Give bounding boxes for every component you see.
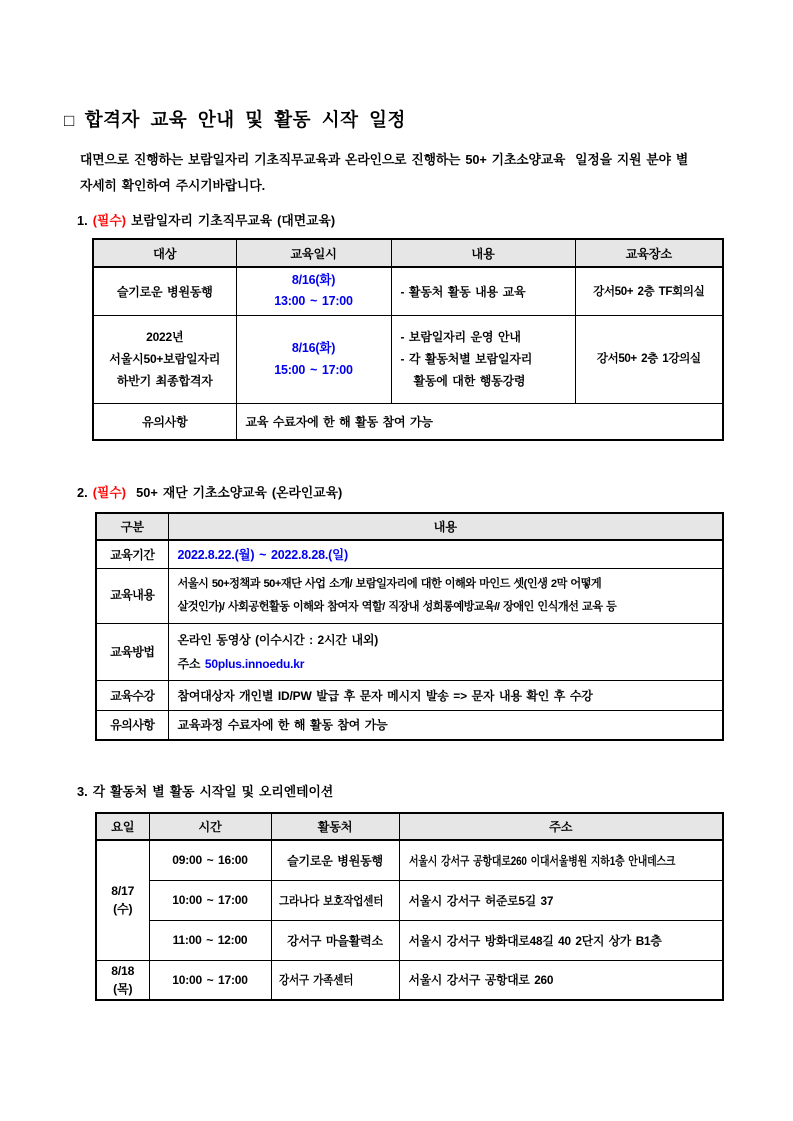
col-header-datetime: 교육일시 [236,239,391,267]
period-value-cell: 2022.8.22.(월) ~ 2022.8.28.(일) [168,540,723,568]
table-header-row [93,239,723,267]
place-cell: 강서50+ 2층 1강의실 [575,315,723,403]
time-cell: 11:00 ~ 12:00 [149,920,271,960]
note-row [93,403,723,440]
note-row [96,710,723,740]
section3-heading [77,781,793,800]
col-header-place: 교육장소 [575,239,723,267]
orientation-schedule-table [95,812,724,1001]
row-label-cell: 교육방법 [96,623,168,680]
org-cell [271,960,399,1000]
row-label-cell: 유의사항 [96,710,168,740]
date-line: 8/16(화) [291,341,336,355]
intro-paragraph [80,147,793,199]
org-text: 강서구 가족센터 [278,973,353,988]
attend-value-cell: 참여대상자 개인별 ID/PW 발급 후 문자 메시지 발송 => 문자 내용 확인 후 수강 [168,680,723,710]
row-label-cell: 교육수강 [96,680,168,710]
datetime-cell [236,315,391,403]
org-text: 그라나다 보호작업센터 [278,893,383,908]
address-text: 서울시 강서구 공항대로260 이대서울병원 지하1층 안내데스크 [408,853,675,868]
col-header-category: 구분 [96,513,168,540]
time-cell: 10:00 ~ 17:00 [149,880,271,920]
address-cell: 서울시 강서구 방화대로48길 40 2단지 상가 B1층 [399,920,723,960]
section1-title: 보람일자리 기초직무교육 (대면교육) [131,213,336,228]
attend-row [96,680,723,710]
row-label-cell: 교육내용 [96,568,168,623]
section2-title: 50+ 재단 기초소양교육 (온라인교육) [131,485,343,500]
table-row [93,267,723,315]
address-prefix: 주소 [177,656,205,671]
day-date: 8/17 [111,884,135,899]
org-cell [271,880,399,920]
time-cell: 10:00 ~ 17:00 [149,960,271,1000]
col-header-target: 대상 [93,239,236,267]
table-row [93,315,723,403]
method-row [96,623,723,680]
time-line: 15:00 ~ 17:00 [274,363,353,377]
date-line: 8/16(화) [291,273,336,288]
col-header-address: 주소 [399,813,723,840]
col-header-content: 내용 [391,239,575,267]
col-header-day: 요일 [96,813,149,840]
address-cell [399,840,723,880]
table-row [96,960,723,1000]
day-cell [96,840,149,960]
section1-required-badge: (필수) [92,213,126,228]
section1-heading [77,210,793,229]
col-header-detail: 내용 [168,513,723,540]
intro-line-2: 자세히 확인하여 주시기바랍니다. [80,178,266,193]
col-header-time: 시간 [149,813,271,840]
content-line: 서울시 50+정책과 50+재단 사업 소개/ 보람일자리에 대한 이해와 마인드 셋(인생 2막 어떻게 [177,577,602,590]
org-cell: 슬기로운 병원동행 [271,840,399,880]
day-weekday: (목) [113,981,133,996]
section2-heading [77,482,793,501]
org-cell: 강서구 마을활력소 [271,920,399,960]
page-title-text: 합격자 교육 안내 및 활동 시작 일정 [84,109,406,130]
section3-title: 각 활동처 별 활동 시작일 및 오리엔테이션 [92,784,334,799]
page-title [0,0,793,132]
table-header-row [96,513,723,540]
target-line: 2022년 [146,330,184,344]
target-cell [93,315,236,403]
target-cell: 슬기로운 병원동행 [93,267,236,315]
education-site-link[interactable]: 50plus.innoedu.kr [204,656,305,671]
day-date: 8/18 [111,963,135,978]
table-row [96,840,723,880]
target-line: 서울시50+보람일자리 [109,352,221,366]
section3-number: 3. [77,784,88,799]
section2-number: 2. [77,485,88,500]
content-line: - 보람일자리 운영 안내 [400,330,521,344]
address-cell: 서울시 강서구 허준로5길 37 [399,880,723,920]
online-education-table [95,512,724,741]
table-row [96,880,723,920]
intro-line-1: 대면으로 진행하는 보람일자리 기초직무교육과 온라인으로 진행하는 50+ 기초소양교육 일정을 지원 분야 별 [80,152,689,167]
time-line: 13:00 ~ 17:00 [274,294,353,309]
datetime-cell [236,267,391,315]
note-label-cell: 유의사항 [93,403,236,440]
target-line: 하반기 최종합격자 [116,374,213,388]
method-line: 온라인 동영상 (이수시간 : 2시간 내외) [177,632,379,647]
content-cell [391,315,575,403]
note-value-cell: 교육과정 수료자에 한 해 활동 참여 가능 [168,710,723,740]
content-line: 살것인가)/ 사회공헌활동 이해와 참여자 역할/ 직장내 성희롱예방교육// 장애인 인식개선 교육 등 [177,600,617,613]
row-label-cell: 교육기간 [96,540,168,568]
section1-number: 1. [77,213,88,228]
day-cell [96,960,149,1000]
col-header-org: 활동처 [271,813,399,840]
content-line: 활동에 대한 행동강령 [413,374,526,388]
content-line: - 각 활동처별 보람일자리 [400,352,533,366]
table-row [96,920,723,960]
section2-required-badge: (필수) [92,485,126,500]
method-value-cell [168,623,723,680]
content-cell [391,267,575,315]
content-row [96,568,723,623]
note-text-cell: 교육 수료자에 한 해 활동 참여 가능 [236,403,723,440]
period-row [96,540,723,568]
method-line [178,652,723,676]
square-bullet-icon: □ [64,111,75,130]
address-cell: 서울시 강서구 공항대로 260 [399,960,723,1000]
day-weekday: (수) [113,902,133,917]
table-header-row [96,813,723,840]
time-cell: 09:00 ~ 16:00 [149,840,271,880]
content-line: - 활동처 활동 내용 교육 [400,284,526,299]
content-value-cell [168,568,723,623]
place-cell: 강서50+ 2층 TF회의실 [575,267,723,315]
offline-education-table [92,238,724,441]
